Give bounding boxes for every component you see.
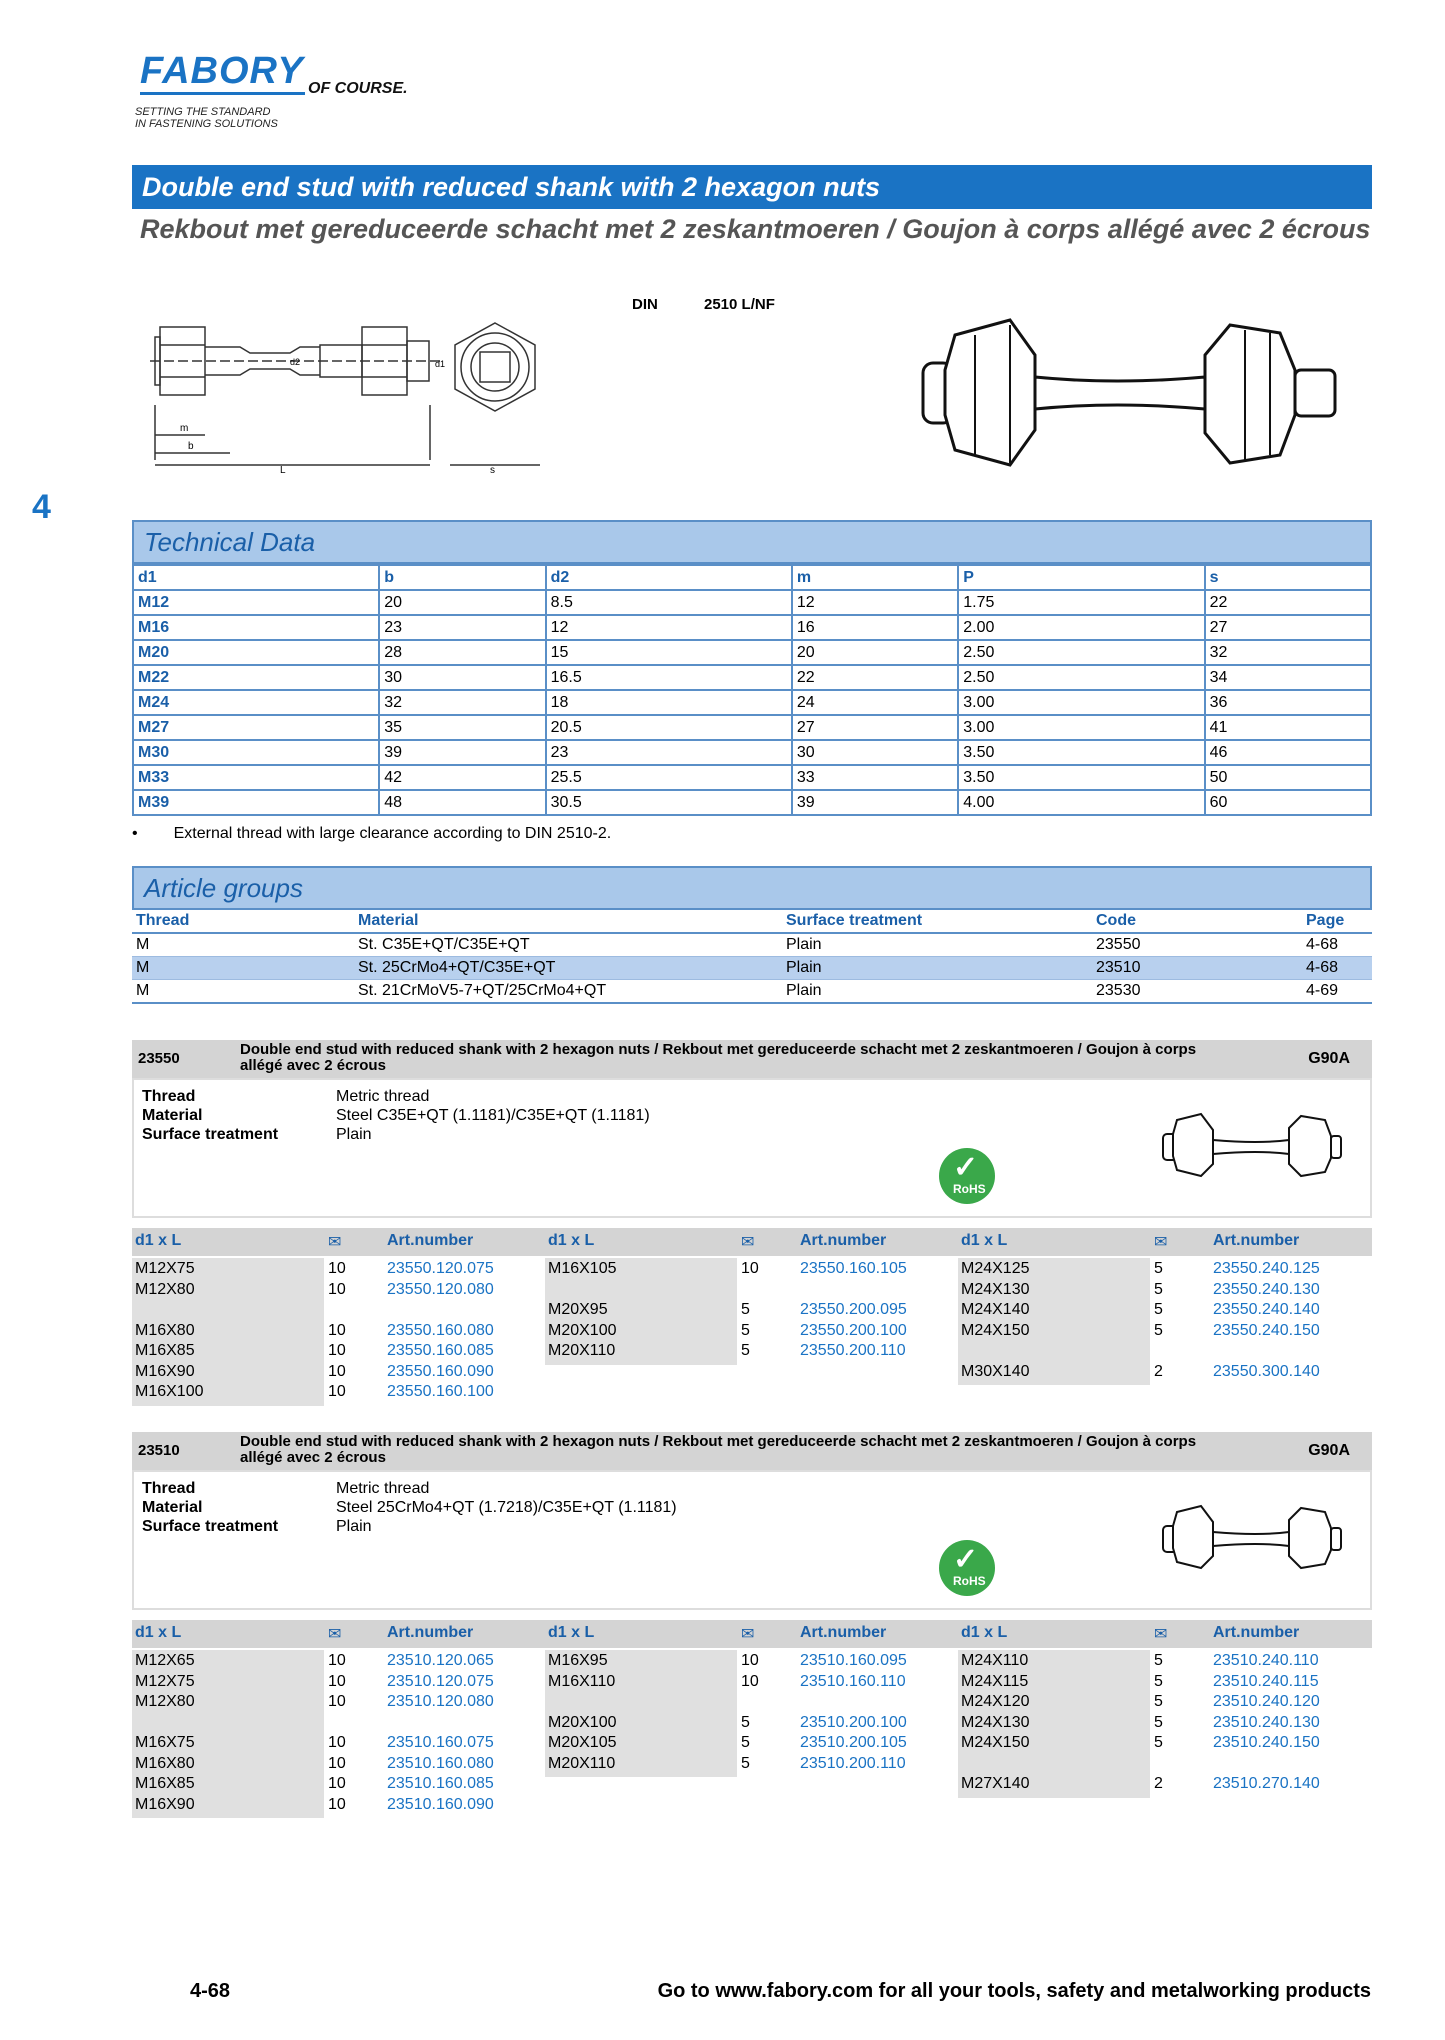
article-number-link[interactable]: 23550.160.100	[387, 1383, 494, 1400]
table-cell: 20	[792, 640, 958, 665]
drawing-label-s: s	[490, 465, 495, 476]
article-number-link[interactable]: 23510.240.115	[1213, 1672, 1319, 1690]
table-cell: 39	[792, 790, 958, 815]
article-number-link[interactable]: 23510.240.120	[1213, 1693, 1320, 1710]
column-size-label: d1 x L	[135, 1232, 182, 1249]
table-cell: M	[132, 957, 354, 980]
table-cell: 20.5	[546, 715, 792, 740]
table-cell: 23530	[1092, 980, 1302, 1004]
article-size: M24X120	[961, 1693, 1030, 1710]
article-size: M20X105	[548, 1734, 617, 1751]
table-cell: 32	[379, 690, 545, 715]
table-cell: 28	[379, 640, 545, 665]
tagline-line-2: IN FASTENING SOLUTIONS	[135, 118, 278, 130]
logo-underline	[140, 92, 305, 95]
table-cell: 3.50	[958, 740, 1204, 765]
article-size: M24X140	[961, 1301, 1030, 1318]
article-group-row[interactable]	[132, 957, 1372, 980]
property-value: Steel C35E+QT (1.1181)/C35E+QT (1.1181)	[336, 1107, 650, 1124]
article-pack-qty: 10	[328, 1383, 346, 1400]
article-number-link[interactable]: 23550.120.075	[387, 1260, 494, 1277]
table-cell: 3.00	[958, 715, 1204, 740]
product-code: 23550	[138, 1050, 180, 1067]
property-label: Material	[142, 1499, 203, 1516]
article-size: M24X130	[961, 1280, 1030, 1298]
product-description: Double end stud with reduced shank with 2 hexagon nuts / Rekbout met gereduceerde schacht met 2 zeskantmoeren / Goujon à corps allégé avec 2 écrous	[240, 1433, 1197, 1466]
article-pack-qty: 5	[1154, 1280, 1163, 1298]
tech-col-s: s	[1205, 565, 1371, 590]
column-size-label: d1 x L	[135, 1624, 182, 1641]
property-label: Thread	[142, 1088, 196, 1105]
table-cell: 39	[379, 740, 545, 765]
article-pack-qty: 5	[1154, 1652, 1163, 1669]
table-cell: 27	[1205, 615, 1371, 640]
table-cell: 23510	[1092, 957, 1302, 980]
column-size-label: d1 x L	[548, 1232, 595, 1249]
column-art-label: Art.number	[387, 1624, 474, 1641]
table-cell: 30	[792, 740, 958, 765]
envelope-icon: ✉	[741, 1626, 755, 1643]
article-pack-qty: 10	[741, 1652, 759, 1669]
article-pack-qty: 10	[328, 1775, 346, 1792]
article-number-link[interactable]: 23510.240.130	[1213, 1713, 1320, 1731]
table-cell: 30.5	[546, 790, 792, 815]
table-cell: 2.50	[958, 665, 1204, 690]
drawing-label-b: b	[188, 441, 194, 452]
article-size: M16X95	[548, 1652, 608, 1669]
article-groups-heading: Article groups	[132, 866, 1372, 910]
table-cell: 2.50	[958, 640, 1204, 665]
table-cell: 50	[1205, 765, 1371, 790]
column-art-label: Art.number	[1213, 1624, 1300, 1641]
rohs-badge	[939, 1148, 995, 1204]
article-pack-qty: 10	[328, 1362, 346, 1380]
article-pack-qty: 10	[328, 1795, 346, 1813]
article-size: M16X105	[548, 1260, 617, 1277]
product-code: 23510	[138, 1442, 180, 1459]
article-size: M20X95	[548, 1301, 608, 1318]
table-cell: M12	[133, 590, 379, 615]
table-cell: 23	[546, 740, 792, 765]
table-cell: 48	[379, 790, 545, 815]
stud-thumbnail	[1159, 1110, 1344, 1180]
article-number-link[interactable]: 23550.200.100	[800, 1321, 907, 1339]
table-cell: 33	[792, 765, 958, 790]
brand-suffix: OF COURSE.	[308, 80, 408, 97]
table-cell: 4-68	[1302, 933, 1372, 957]
note-text: External thread with large clearance according to DIN 2510-2.	[173, 825, 612, 842]
property-value: Plain	[336, 1518, 372, 1535]
article-size: M24X150	[961, 1734, 1030, 1751]
article-number-link[interactable]: 23510.120.065	[387, 1652, 494, 1669]
property-value: Metric thread	[336, 1480, 430, 1497]
article-number-link[interactable]: 23550.160.105	[800, 1260, 907, 1277]
article-pack-qty: 5	[1154, 1693, 1163, 1710]
article-pack-qty: 10	[328, 1260, 346, 1277]
table-cell: M16	[133, 615, 379, 640]
article-number-link[interactable]: 23510.160.085	[387, 1775, 494, 1792]
property-label: Thread	[142, 1480, 196, 1497]
product-properties-box	[132, 1078, 1372, 1218]
product-illustration	[915, 315, 1375, 470]
article-list-header	[132, 1228, 1372, 1256]
column-size-label: d1 x L	[961, 1232, 1008, 1249]
table-cell: 60	[1205, 790, 1371, 815]
table-row	[133, 615, 1371, 640]
table-cell: Plain	[782, 933, 1092, 957]
footer-text: Go to www.fabory.com for all your tools, safety and metalworking products	[657, 1980, 1371, 2002]
article-number-link[interactable]: 23550.240.130	[1213, 1280, 1320, 1298]
table-row	[133, 790, 1371, 815]
brand-logo: FABORY	[140, 50, 304, 92]
technical-drawing	[150, 305, 580, 490]
table-cell: 15	[546, 640, 792, 665]
page-number: 4-68	[190, 1980, 231, 2002]
article-number-link[interactable]: 23550.200.095	[800, 1301, 907, 1318]
drawing-label-d2: d2	[290, 357, 301, 367]
article-size: M12X75	[135, 1672, 195, 1690]
article-size: M30X140	[961, 1362, 1030, 1380]
table-cell: 35	[379, 715, 545, 740]
din-label: DIN	[632, 296, 658, 313]
table-cell: 12	[792, 590, 958, 615]
table-cell: 4-69	[1302, 980, 1372, 1004]
article-list-header	[132, 1620, 1372, 1648]
property-value: Plain	[336, 1126, 372, 1143]
table-cell: M24	[133, 690, 379, 715]
table-cell: M27	[133, 715, 379, 740]
table-cell: 22	[792, 665, 958, 690]
drawing-label-d1: d1	[435, 359, 446, 369]
article-col-page: Page	[1302, 910, 1372, 933]
table-cell: M	[132, 980, 354, 1004]
rohs-label: RoHS	[953, 1182, 986, 1196]
tech-col-d2: d2	[546, 565, 792, 590]
article-size: M24X115	[961, 1672, 1029, 1690]
tech-col-p: P	[958, 565, 1204, 590]
article-pack-qty: 5	[1154, 1713, 1163, 1731]
article-pack-qty: 10	[741, 1260, 759, 1277]
product-group-code: G90A	[1308, 1050, 1350, 1067]
tech-col-b: b	[379, 565, 545, 590]
table-cell: 3.00	[958, 690, 1204, 715]
table-cell: 41	[1205, 715, 1371, 740]
article-size: M16X85	[135, 1775, 195, 1792]
article-number-link[interactable]: 23510.160.095	[800, 1652, 907, 1669]
table-cell: M30	[133, 740, 379, 765]
stud-thumbnail	[1159, 1502, 1344, 1572]
product-description: Double end stud with reduced shank with 2 hexagon nuts / Rekbout met gereduceerde schacht met 2 zeskantmoeren / Goujon à corps allégé avec 2 écrous	[240, 1041, 1197, 1074]
article-group-row[interactable]	[132, 980, 1372, 1004]
table-cell: M22	[133, 665, 379, 690]
table-cell: 23550	[1092, 933, 1302, 957]
article-groups-table	[132, 910, 1372, 1004]
envelope-icon: ✉	[741, 1234, 755, 1251]
article-number-link[interactable]: 23510.240.150	[1213, 1734, 1320, 1751]
table-cell: 46	[1205, 740, 1371, 765]
bullet: •	[132, 825, 138, 842]
article-number-link[interactable]: 23510.120.075	[387, 1672, 494, 1690]
table-cell: 3.50	[958, 765, 1204, 790]
technical-data-heading: Technical Data	[132, 520, 1372, 564]
product-header-bar	[132, 1040, 1372, 1078]
tagline-line-1: SETTING THE STANDARD	[135, 106, 271, 118]
article-pack-qty: 10	[741, 1672, 759, 1690]
article-number-link[interactable]: 23550.200.110	[800, 1342, 906, 1359]
article-pack-qty: 5	[1154, 1734, 1163, 1751]
technical-data-header-row	[133, 565, 1371, 590]
column-art-label: Art.number	[1213, 1232, 1300, 1249]
envelope-icon: ✉	[328, 1234, 342, 1251]
article-size: M20X100	[548, 1321, 617, 1339]
article-size: M24X150	[961, 1321, 1030, 1339]
property-value: Metric thread	[336, 1088, 430, 1105]
article-size: M20X110	[548, 1754, 616, 1772]
article-number-link[interactable]: 23510.160.080	[387, 1754, 494, 1772]
article-pack-qty: 5	[741, 1734, 750, 1751]
article-size: M12X65	[135, 1652, 195, 1669]
article-number-link[interactable]: 23550.240.150	[1213, 1321, 1320, 1339]
table-row	[133, 715, 1371, 740]
article-pack-qty: 10	[328, 1280, 346, 1298]
article-number-link[interactable]: 23550.240.140	[1213, 1301, 1320, 1318]
tech-col-d1: d1	[133, 565, 379, 590]
article-pack-qty: 10	[328, 1693, 346, 1710]
table-cell: 32	[1205, 640, 1371, 665]
article-pack-qty: 5	[741, 1301, 750, 1318]
article-number-link[interactable]: 23510.120.080	[387, 1693, 494, 1710]
product-properties-box	[132, 1470, 1372, 1610]
page-title: Double end stud with reduced shank with 2 hexagon nuts	[132, 165, 1372, 209]
table-cell: Plain	[782, 980, 1092, 1004]
table-cell: M20	[133, 640, 379, 665]
article-col-thread: Thread	[132, 910, 354, 933]
article-pack-qty: 10	[328, 1754, 346, 1772]
article-size: M12X80	[135, 1693, 195, 1710]
table-cell: 1.75	[958, 590, 1204, 615]
article-pack-qty: 5	[1154, 1672, 1163, 1690]
page-subtitle: Rekbout met gereduceerde schacht met 2 zeskantmoeren / Goujon à corps allégé avec 2 écrous	[140, 214, 1371, 244]
rohs-badge	[939, 1540, 995, 1596]
drawing-label-m: m	[180, 423, 189, 434]
table-cell: 42	[379, 765, 545, 790]
product-header-bar	[132, 1432, 1372, 1470]
technical-note	[132, 825, 611, 843]
article-size: M16X85	[135, 1342, 195, 1359]
table-row	[133, 740, 1371, 765]
article-pack-qty: 5	[741, 1754, 750, 1772]
table-cell: 16	[792, 615, 958, 640]
envelope-icon: ✉	[328, 1626, 342, 1643]
table-cell: Plain	[782, 957, 1092, 980]
article-number-link[interactable]: 23550.160.090	[387, 1362, 494, 1380]
article-number-link[interactable]: 23510.240.110	[1213, 1652, 1319, 1669]
article-number-link[interactable]: 23510.160.110	[800, 1672, 906, 1690]
table-cell: 12	[546, 615, 792, 640]
drawing-label-l: L	[280, 465, 286, 476]
article-size: M20X110	[548, 1342, 616, 1359]
article-pack-qty: 5	[741, 1321, 750, 1339]
article-number-link[interactable]: 23550.120.080	[387, 1280, 494, 1298]
article-size: M16X110	[548, 1672, 616, 1690]
property-label: Material	[142, 1107, 203, 1124]
table-cell: St. 25CrMo4+QT/C35E+QT	[354, 957, 782, 980]
article-pack-qty: 5	[741, 1713, 750, 1731]
article-number-link[interactable]: 23510.160.075	[387, 1734, 494, 1751]
article-pack-qty: 5	[741, 1342, 750, 1359]
article-size: M16X100	[135, 1383, 204, 1400]
din-value: 2510 L/NF	[704, 296, 775, 313]
article-number-link[interactable]: 23510.200.105	[800, 1734, 907, 1751]
column-size-label: d1 x L	[548, 1624, 595, 1641]
article-size: M16X80	[135, 1321, 195, 1339]
table-cell: 36	[1205, 690, 1371, 715]
table-row	[133, 665, 1371, 690]
article-number-link[interactable]: 23550.300.140	[1213, 1362, 1320, 1380]
article-pack-qty: 5	[1154, 1301, 1163, 1318]
column-size-label: d1 x L	[961, 1624, 1008, 1641]
article-groups-header-row	[132, 910, 1372, 933]
article-size: M16X80	[135, 1754, 195, 1772]
table-cell: 8.5	[546, 590, 792, 615]
article-pack-qty: 2	[1154, 1775, 1163, 1792]
article-pack-qty: 5	[1154, 1321, 1163, 1339]
table-cell: 18	[546, 690, 792, 715]
technical-data-table	[132, 564, 1372, 816]
table-row	[133, 590, 1371, 615]
article-size: M12X75	[135, 1260, 195, 1277]
article-number-link[interactable]: 23550.160.085	[387, 1342, 494, 1359]
table-cell: 27	[792, 715, 958, 740]
rohs-label: RoHS	[953, 1574, 986, 1588]
article-size: M16X75	[135, 1734, 195, 1751]
table-cell: 22	[1205, 590, 1371, 615]
property-label: Surface treatment	[142, 1518, 279, 1535]
check-icon: ✓	[953, 1151, 979, 1184]
article-pack-qty: 10	[328, 1321, 346, 1339]
article-number-link[interactable]: 23510.270.140	[1213, 1775, 1320, 1792]
table-cell: M33	[133, 765, 379, 790]
article-number-link[interactable]: 23510.160.090	[387, 1795, 494, 1813]
table-cell: 2.00	[958, 615, 1204, 640]
article-size: M16X90	[135, 1795, 195, 1813]
column-art-label: Art.number	[800, 1624, 887, 1641]
table-cell: 20	[379, 590, 545, 615]
article-pack-qty: 10	[328, 1342, 346, 1359]
property-value: Steel 25CrMo4+QT (1.7218)/C35E+QT (1.1181)	[336, 1499, 677, 1516]
envelope-icon: ✉	[1154, 1626, 1168, 1643]
table-cell: M	[132, 933, 354, 957]
article-size: M24X110	[961, 1652, 1029, 1669]
article-col-material: Material	[354, 910, 782, 933]
table-row	[133, 690, 1371, 715]
table-row	[133, 765, 1371, 790]
chapter-number: 4	[32, 488, 51, 526]
column-art-label: Art.number	[387, 1232, 474, 1249]
article-size: M24X125	[961, 1260, 1030, 1277]
envelope-icon: ✉	[1154, 1234, 1168, 1251]
article-pack-qty: 10	[328, 1672, 346, 1690]
article-size: M27X140	[961, 1775, 1030, 1792]
article-number-link[interactable]: 23510.200.110	[800, 1754, 906, 1772]
table-cell: 4.00	[958, 790, 1204, 815]
article-pack-qty: 10	[328, 1652, 346, 1669]
article-group-row[interactable]	[132, 933, 1372, 957]
table-cell: 23	[379, 615, 545, 640]
table-row	[133, 640, 1371, 665]
article-pack-qty: 10	[328, 1734, 346, 1751]
table-cell: 30	[379, 665, 545, 690]
article-size: M16X90	[135, 1362, 195, 1380]
table-cell: 34	[1205, 665, 1371, 690]
article-col-code: Code	[1092, 910, 1302, 933]
tech-col-m: m	[792, 565, 958, 590]
check-icon: ✓	[953, 1543, 979, 1576]
article-size: M20X100	[548, 1713, 617, 1731]
article-number-link[interactable]: 23510.200.100	[800, 1713, 907, 1731]
brand-tagline	[135, 106, 355, 130]
table-cell: M39	[133, 790, 379, 815]
article-col-surface-treatment: Surface treatment	[782, 910, 1092, 933]
table-cell: 4-68	[1302, 957, 1372, 980]
table-cell: St. C35E+QT/C35E+QT	[354, 933, 782, 957]
article-pack-qty: 2	[1154, 1362, 1163, 1380]
table-cell: 16.5	[546, 665, 792, 690]
article-pack-qty: 5	[1154, 1260, 1163, 1277]
article-number-link[interactable]: 23550.160.080	[387, 1321, 494, 1339]
article-size: M12X80	[135, 1280, 195, 1298]
property-label: Surface treatment	[142, 1126, 279, 1143]
article-number-link[interactable]: 23550.240.125	[1213, 1260, 1320, 1277]
table-cell: 24	[792, 690, 958, 715]
table-cell: 25.5	[546, 765, 792, 790]
column-art-label: Art.number	[800, 1232, 887, 1249]
article-size: M24X130	[961, 1713, 1030, 1731]
table-cell: St. 21CrMoV5-7+QT/25CrMo4+QT	[354, 980, 782, 1004]
product-group-code: G90A	[1308, 1442, 1350, 1459]
